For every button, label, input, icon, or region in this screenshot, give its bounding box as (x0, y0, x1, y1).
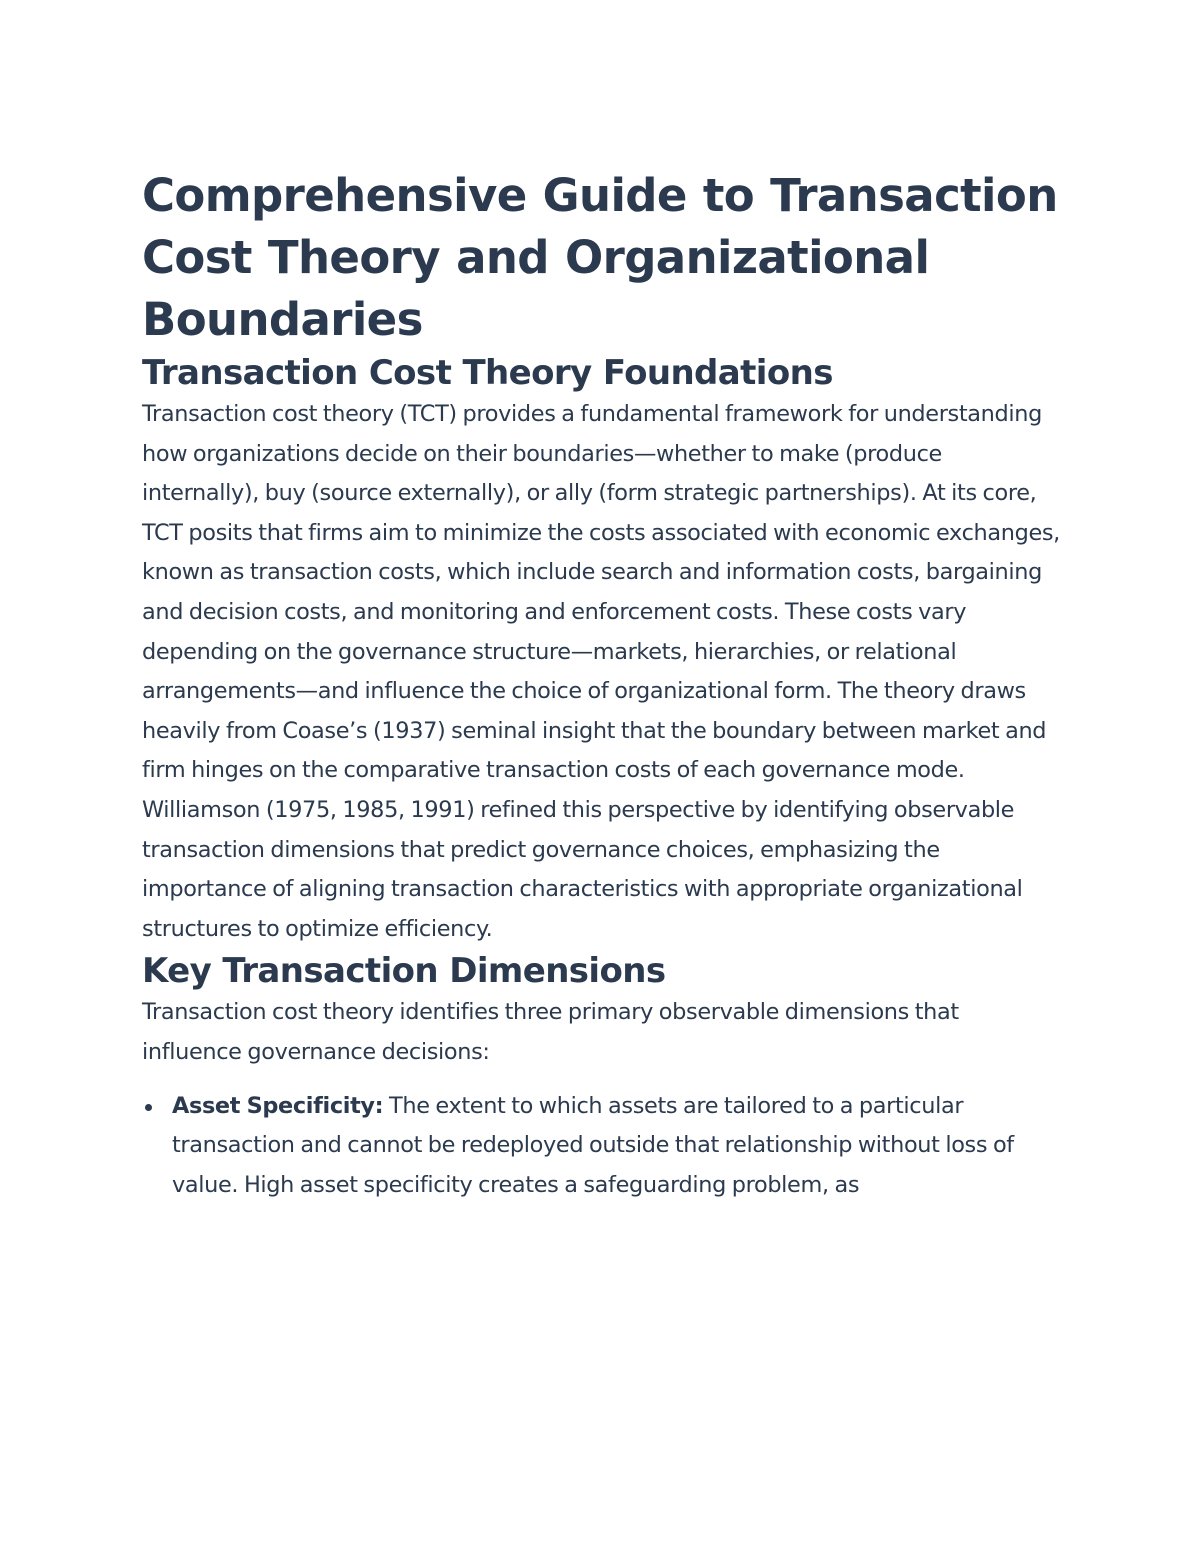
bullet-icon (145, 1104, 152, 1111)
key-dimensions-intro-paragraph: Transaction cost theory identifies three primary observable dimensions that influence governance decisions: (142, 999, 959, 1065)
tct-foundations-paragraph: Transaction cost theory (TCT) provides a fundamental framework for understanding how organizations decide on their boundaries—whether to make (produce internally), buy (source externally), or ally (form strategic partnerships). At its core, TCT posits that firms aim to minimize the costs associated with economic exchanges, known as transaction costs, which include search and information costs, bargaining and decision costs, and monitoring and enforcement costs. These costs vary depending on the governance structure—markets, hierarchies, or relational arrangements—and influence the choice of organizational form. The theory draws heavily from Coase’s (1937) seminal insight that the boundary between market and firm hinges on the comparative transaction costs of each governance mode. Williamson (1975, 1985, 1991) refined this perspective by identifying observable transaction dimensions that predict governance choices, emphasizing the importance of aligning transaction characteristics with appropriate organizational structures to optimize efficiency. (142, 401, 1060, 942)
list-item-asset-specificity (142, 1087, 1060, 1206)
list-item-term: Asset Specificity: (172, 1092, 384, 1119)
section-heading-key-dimensions: Key Transaction Dimensions (142, 951, 666, 992)
section-heading-tct-foundations: Transaction Cost Theory Foundations (142, 353, 833, 393)
list-item-text: The extent to which assets are tailored to a particular transaction and cannot be redeployed outside that relationship without loss of value. High asset specificity creates a safeguarding problem, as (172, 1092, 1014, 1198)
document-title: Comprehensive Guide to Transaction Cost Theory and Organizational Boundaries (142, 169, 1058, 346)
dimensions-list (142, 1087, 1060, 1206)
